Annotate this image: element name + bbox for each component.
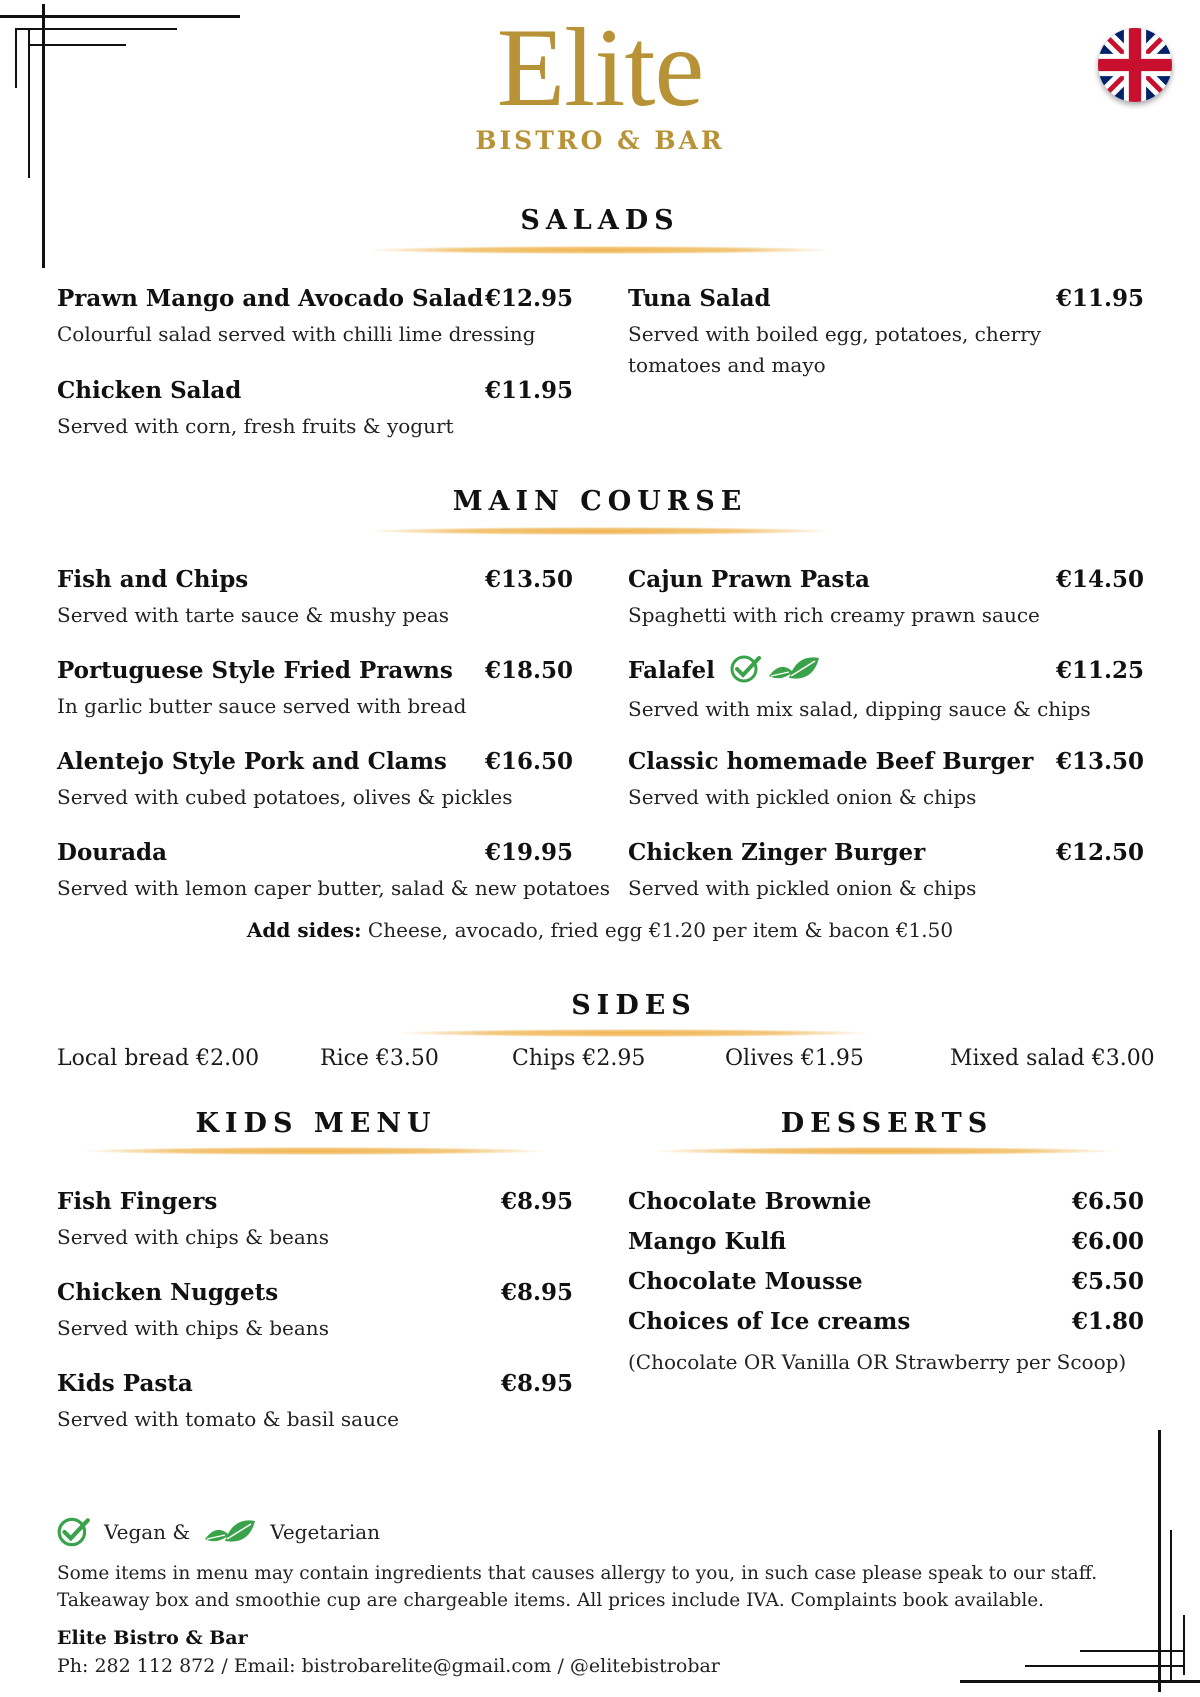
diet-legend: [56, 1516, 392, 1548]
item-description: Served with tarte sauce & mushy peas: [57, 603, 450, 627]
allergy-notice: Some items in menu may contain ingredients that causes allergy to you, in such case please speak to our staff. Takeaway box and smoothie cup are chargeable items. All prices include IVA. Complaints book available.: [57, 1563, 1098, 1611]
item-name: Dourada: [57, 839, 168, 866]
salads-underline: [370, 246, 830, 254]
item-name: Kids Pasta: [57, 1370, 193, 1397]
item-price: €5.50: [1071, 1268, 1144, 1295]
item-name-wrapper: [628, 657, 821, 687]
vegan-check-icon: [729, 654, 763, 684]
dessert-item: [628, 1268, 1144, 1295]
item-description: Served with mix salad, dipping sauce & chips: [628, 697, 1091, 721]
sides-title: SIDES: [571, 990, 697, 1021]
item-price: €11.95: [1055, 285, 1144, 312]
corner-line: [960, 1680, 1200, 1683]
item-description: Served with lemon caper butter, salad & new potatoes: [57, 876, 611, 900]
item-name: Choices of Ice creams: [628, 1308, 911, 1335]
item-price: €8.95: [500, 1279, 573, 1306]
vegan-check-icon: [56, 1516, 92, 1548]
item-price: €13.50: [484, 566, 573, 593]
item-name: Chocolate Mousse: [628, 1268, 863, 1295]
menu-item: [628, 748, 1144, 813]
item-price: €12.95: [484, 285, 573, 312]
kids-menu-underline: [85, 1147, 545, 1155]
corner-line: [1025, 1665, 1185, 1667]
item-description: Served with chips & beans: [57, 1316, 329, 1340]
item-description: Served with tomato & basil sauce: [57, 1407, 399, 1431]
menu-item: [628, 285, 1144, 381]
side-item: Olives €1.95: [725, 1046, 864, 1071]
main-course-title: MAIN COURSE: [452, 486, 748, 517]
menu-item: [57, 1370, 573, 1435]
corner-line: [1170, 1530, 1172, 1682]
item-description: Served with pickled onion & chips: [628, 785, 977, 809]
vegetarian-leaf-icon: [202, 1517, 258, 1547]
menu-item: [57, 377, 573, 442]
item-price: €6.50: [1071, 1188, 1144, 1215]
item-price: €8.95: [500, 1370, 573, 1397]
add-sides-note: [0, 918, 1200, 942]
item-name: Cajun Prawn Pasta: [628, 566, 870, 593]
item-name: Mango Kulfi: [628, 1228, 787, 1255]
brand-header: [0, 6, 1200, 155]
side-item: Local bread €2.00: [57, 1046, 260, 1071]
item-description: Served with corn, fresh fruits & yogurt: [57, 414, 454, 438]
item-description: Colourful salad served with chilli lime dressing: [57, 322, 536, 346]
item-price: €18.50: [484, 657, 573, 684]
dessert-note: (Chocolate OR Vanilla OR Strawberry per Scoop): [628, 1350, 1127, 1374]
item-name: Fish and Chips: [57, 566, 249, 593]
item-price: €12.50: [1055, 839, 1144, 866]
footer-contact: Ph: 282 112 872 / Email: bistrobarelite@gmail.com / @elitebistrobar: [57, 1655, 720, 1677]
item-price: €1.80: [1071, 1308, 1144, 1335]
dessert-item: [628, 1308, 1144, 1335]
item-name: Portuguese Style Fried Prawns: [57, 657, 453, 684]
item-price: €14.50: [1055, 566, 1144, 593]
corner-line: [1158, 1430, 1161, 1692]
sides-underline: [400, 1029, 868, 1037]
corner-decoration-top-left: [0, 0, 1, 1]
item-name: Prawn Mango and Avocado Salad: [57, 285, 484, 312]
side-item: Chips €2.95: [512, 1046, 646, 1071]
menu-item: [628, 839, 1144, 904]
item-description: Served with pickled onion & chips: [628, 876, 977, 900]
corner-line: [1080, 1650, 1185, 1652]
legend-vegan-label: Vegan &: [104, 1520, 191, 1544]
item-price: €16.50: [484, 748, 573, 775]
desserts-title: DESSERTS: [780, 1108, 994, 1139]
menu-item: [57, 1279, 573, 1344]
item-price: €19.95: [484, 839, 573, 866]
menu-item: [628, 657, 1144, 725]
item-price: €13.50: [1055, 748, 1144, 775]
brand-title: Elite: [496, 6, 704, 130]
item-name: Fish Fingers: [57, 1188, 218, 1215]
side-item: Rice €3.50: [320, 1046, 439, 1071]
item-name: Chocolate Brownie: [628, 1188, 872, 1215]
dessert-item: [628, 1188, 1144, 1215]
item-description: Served with boiled egg, potatoes, cherry tomatoes and mayo: [628, 322, 1042, 377]
menu-item: [628, 566, 1144, 631]
menu-item: [57, 657, 573, 722]
add-sides-text: Cheese, avocado, fried egg €1.20 per item & bacon €1.50: [361, 918, 954, 942]
item-name: Chicken Nuggets: [57, 1279, 279, 1306]
item-name: Chicken Zinger Burger: [628, 839, 926, 866]
item-description: Served with chips & beans: [57, 1225, 329, 1249]
menu-item: [57, 285, 573, 350]
kids-menu-title: KIDS MENU: [195, 1108, 437, 1139]
item-price: €6.00: [1071, 1228, 1144, 1255]
item-name: Classic homemade Beef Burger: [628, 748, 1034, 775]
desserts-underline: [655, 1147, 1115, 1155]
item-description: Served with cubed potatoes, olives & pickles: [57, 785, 513, 809]
legend-vegetarian-label: Vegetarian: [270, 1520, 381, 1544]
brand-subtitle: BISTRO & BAR: [475, 126, 725, 155]
diet-icons: [729, 654, 821, 684]
item-price: €11.25: [1055, 657, 1144, 684]
main-course-underline: [370, 527, 830, 535]
item-description: Spaghetti with rich creamy prawn sauce: [628, 603, 1040, 627]
item-description: In garlic butter sauce served with bread: [57, 694, 467, 718]
menu-item: [57, 1188, 573, 1253]
side-item: Mixed salad €3.00: [950, 1046, 1155, 1071]
salads-title: SALADS: [520, 205, 680, 236]
dessert-item: [628, 1228, 1144, 1255]
item-price: €8.95: [500, 1188, 573, 1215]
menu-item: [57, 839, 611, 904]
footer-business-name: Elite Bistro & Bar: [57, 1627, 248, 1649]
menu-item: [57, 566, 573, 631]
item-name: Chicken Salad: [57, 377, 242, 404]
item-name: Falafel: [628, 657, 715, 684]
add-sides-label: Add sides:: [246, 918, 362, 942]
item-name: Tuna Salad: [628, 285, 771, 312]
uk-flag-icon[interactable]: [1098, 28, 1172, 102]
item-price: €11.95: [484, 377, 573, 404]
item-name: Alentejo Style Pork and Clams: [57, 748, 447, 775]
vegetarian-leaf-icon: [767, 654, 821, 684]
menu-item: [57, 748, 573, 813]
